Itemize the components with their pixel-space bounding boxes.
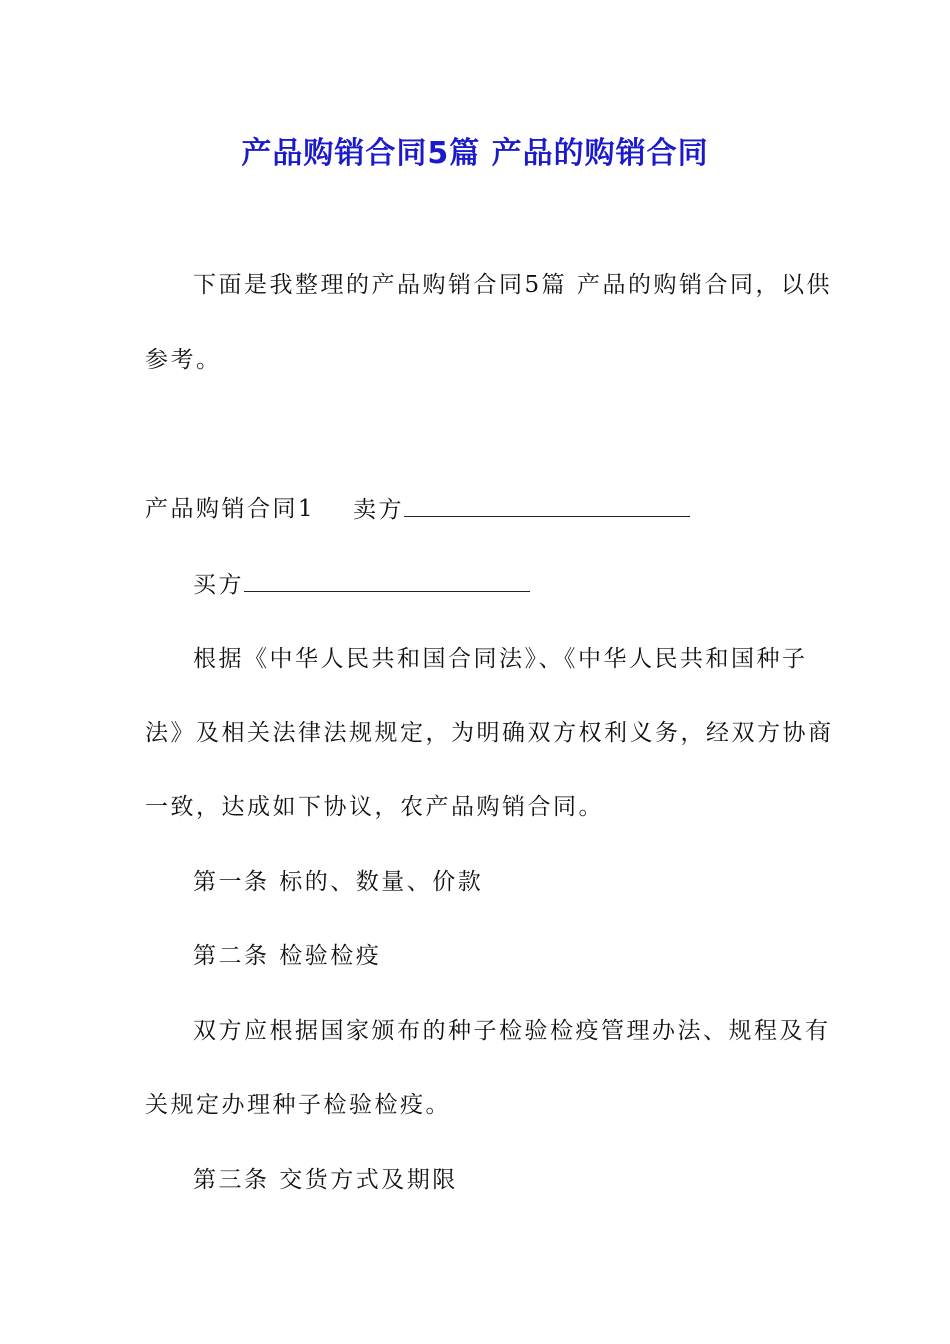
basis-paragraph-line-3: 一致，达成如下协议，农产品购销合同。 <box>145 794 604 820</box>
buyer-field <box>193 567 530 602</box>
document-title: 产品购销合同5篇 产品的购销合同 <box>241 136 709 171</box>
article-3-heading: 第三条 交货方式及期限 <box>193 1167 458 1193</box>
inspection-paragraph-line-2: 关规定办理种子检验检疫。 <box>145 1092 451 1118</box>
inspection-paragraph-line-1: 双方应根据国家颁布的种子检验检疫管理办法、规程及有 <box>193 1018 831 1044</box>
intro-paragraph-line-1: 下面是我整理的产品购销合同5篇 产品的购销合同，以供 <box>193 272 832 298</box>
article-2-heading: 第二条 检验检疫 <box>193 943 382 969</box>
basis-paragraph-line-2: 法》及相关法律法规规定，为明确双方权利义务，经双方协商 <box>145 720 834 746</box>
contract-number-label: 产品购销合同1 <box>145 496 316 522</box>
buyer-label: 买方 <box>193 572 244 598</box>
article-1-heading: 第一条 标的、数量、价款 <box>193 869 484 895</box>
seller-blank-line[interactable] <box>404 492 690 517</box>
basis-paragraph-line-1: 根据《中华人民共和国合同法》、《中华人民共和国种子 <box>193 646 808 672</box>
seller-label: 卖方 <box>353 497 404 523</box>
intro-paragraph-line-2: 参考。 <box>145 347 222 373</box>
seller-field <box>353 492 690 527</box>
buyer-blank-line[interactable] <box>244 567 530 592</box>
contract-heading <box>145 492 315 526</box>
